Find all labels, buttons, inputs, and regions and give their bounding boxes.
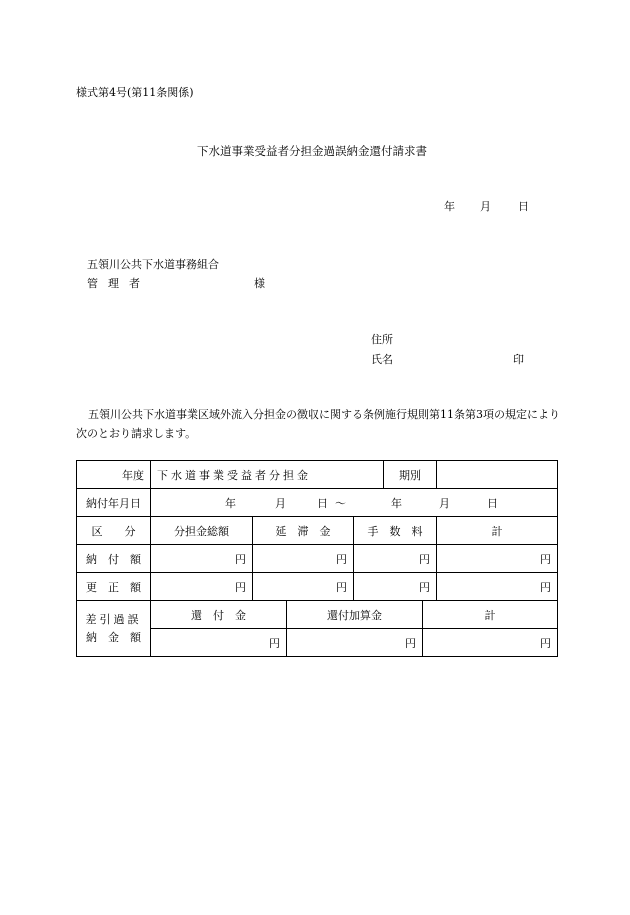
charge-table: [76, 460, 558, 601]
payment-date-range[interactable]: [151, 489, 558, 517]
refund-amount-cell[interactable]: 円: [423, 629, 558, 657]
payment-date-day: 日: [317, 496, 328, 510]
refund-amount-cell[interactable]: 円: [151, 629, 287, 657]
date-day-label: 日: [518, 200, 529, 213]
amount-cell[interactable]: 円: [354, 545, 437, 573]
payment-date-year: 年: [225, 496, 236, 510]
payment-date-day-end: 日: [487, 496, 498, 510]
applicant-address-label: 住所: [371, 333, 393, 346]
addressee-block: [87, 255, 265, 293]
refund-amount-cell[interactable]: 円: [287, 629, 423, 657]
refund-column-header: 計: [423, 601, 558, 629]
table-row: [77, 517, 558, 545]
amount-cell[interactable]: 円: [437, 545, 558, 573]
amount-cell[interactable]: 円: [437, 573, 558, 601]
overpaid-label: [77, 601, 151, 657]
addressee-honorific: 様: [254, 277, 265, 290]
amount-cell[interactable]: 円: [253, 573, 354, 601]
overpaid-label-line2: 納 金 額: [86, 630, 141, 644]
refund-table: [76, 600, 558, 657]
row-label: 納 付 額: [77, 545, 151, 573]
column-header: 計: [437, 517, 558, 545]
table-row: [77, 573, 558, 601]
applicant-block: [371, 330, 524, 370]
table-row: [77, 545, 558, 573]
amount-cell[interactable]: 円: [253, 545, 354, 573]
category-label: 区 分: [77, 517, 151, 545]
refund-request-table: [76, 460, 557, 657]
amount-cell[interactable]: 円: [151, 573, 253, 601]
payment-date-label: 納付年月日: [77, 489, 151, 517]
addressee-manager-label: 管理者: [87, 277, 150, 290]
document-title: 下水道事業受益者分担金過誤納金還付請求書: [197, 144, 427, 158]
payment-date-tilde: ～: [335, 496, 346, 510]
refund-column-header: 還付加算金: [287, 601, 423, 629]
table-row: [77, 601, 558, 629]
payment-date-year-end: 年: [391, 496, 402, 510]
column-header: 手 数 料: [354, 517, 437, 545]
row-label: 更 正 額: [77, 573, 151, 601]
overpaid-label-line1: 差引過誤: [85, 612, 142, 626]
table-row: [77, 489, 558, 517]
request-statement: 五領川公共下水道事業区域外流入分担金の徴収に関する条例施行規則第11条第3項の規定により次のとおり請求します。: [76, 408, 560, 440]
payment-date-month: 月: [275, 496, 286, 510]
amount-cell[interactable]: 円: [354, 573, 437, 601]
date-month-label: 月: [480, 200, 491, 213]
date-line: [444, 198, 529, 214]
applicant-seal: 印: [513, 353, 524, 366]
addressee-organization: 五領川公共下水道事務組合: [87, 258, 219, 271]
amount-cell[interactable]: 円: [151, 545, 253, 573]
table-row: [77, 461, 558, 489]
charge-name: 下水道事業受益者分担金: [151, 461, 384, 489]
column-header: 分担金総額: [151, 517, 253, 545]
column-header: 延 滞 金: [253, 517, 354, 545]
year-label: 年度: [77, 461, 151, 489]
refund-column-header: 還 付 金: [151, 601, 287, 629]
form-number: 様式第4号(第11条関係): [76, 86, 194, 99]
applicant-name-label: 氏名: [371, 353, 393, 366]
period-label: 期別: [384, 461, 437, 489]
payment-date-month-end: 月: [439, 496, 450, 510]
period-input[interactable]: [437, 461, 558, 489]
date-year-label: 年: [444, 200, 455, 213]
